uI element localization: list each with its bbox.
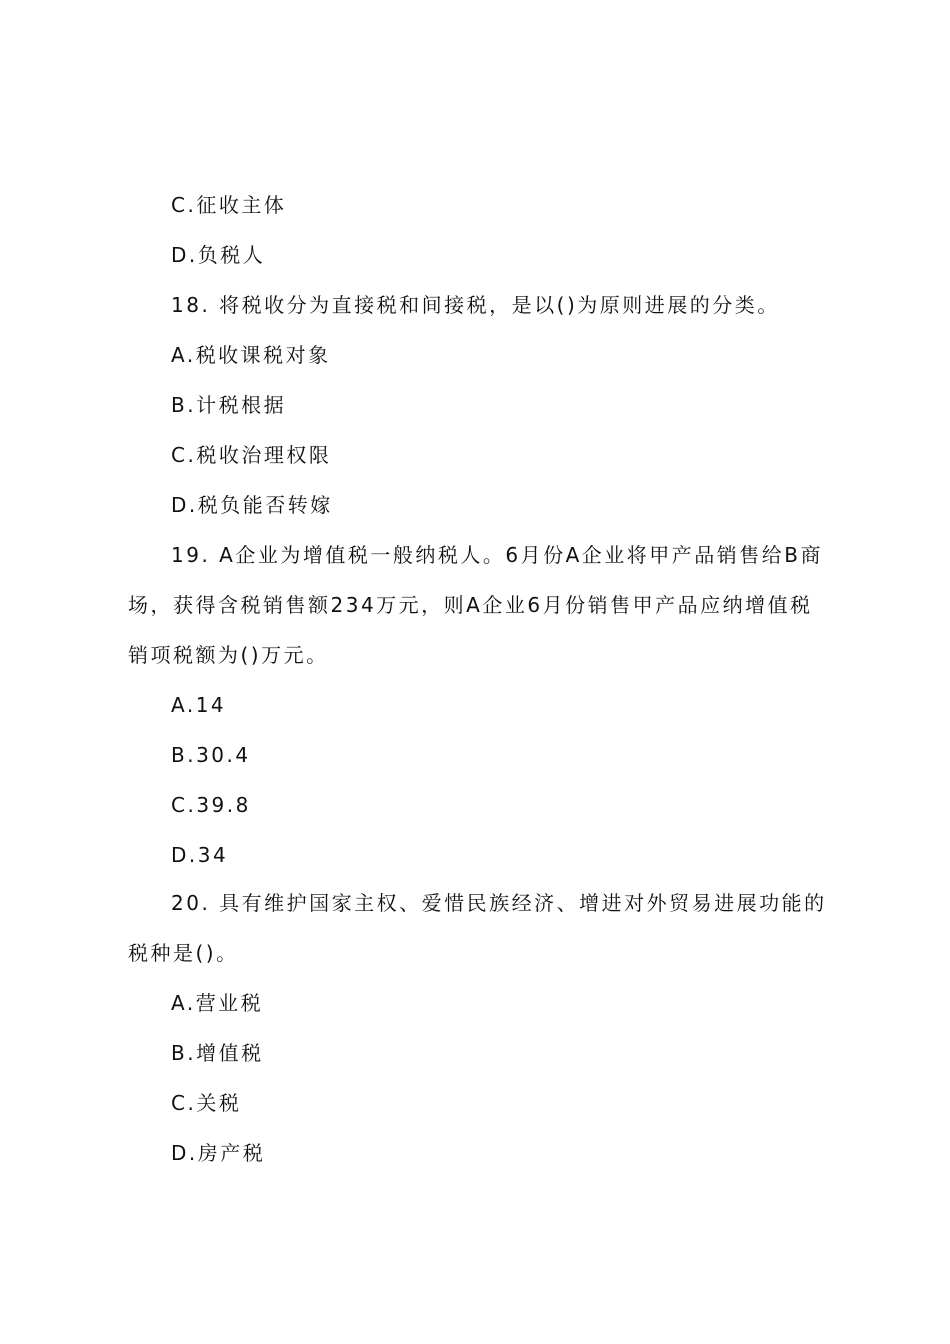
question-19-line-2: 场，获得含税销售额234万元，则A企业6月份销售甲产品应纳增值税 [128,593,813,617]
question-20-line-1: 20. 具有维护国家主权、爱惜民族经济、增进对外贸易进展功能的 [171,891,827,915]
option-b-q19: B.30.4 [171,743,251,767]
option-c-q20: C.关税 [171,1091,242,1115]
question-19-line-1: 19. A企业为增值税一般纳税人。6月份A企业将甲产品销售给B商 [171,543,823,567]
option-d-q20: D.房产税 [171,1141,266,1165]
option-c-q18: C.税收治理权限 [171,443,332,467]
option-d-q17: D.负税人 [171,243,266,267]
option-c-q17: C.征收主体 [171,193,287,217]
option-a-q18: A.税收课税对象 [171,343,331,367]
option-b-q18: B.计税根据 [171,393,287,417]
option-a-q19: A.14 [171,693,227,717]
question-19-line-3: 销项税额为()万元。 [128,643,329,667]
option-c-q19: C.39.8 [171,793,251,817]
option-a-q20: A.营业税 [171,991,264,1015]
question-20-line-2: 税种是()。 [128,941,239,965]
question-18: 18. 将税收分为直接税和间接税，是以()为原则进展的分类。 [171,293,780,317]
option-d-q19: D.34 [171,843,229,867]
option-d-q18: D.税负能否转嫁 [171,493,333,517]
option-b-q20: B.增值税 [171,1041,264,1065]
